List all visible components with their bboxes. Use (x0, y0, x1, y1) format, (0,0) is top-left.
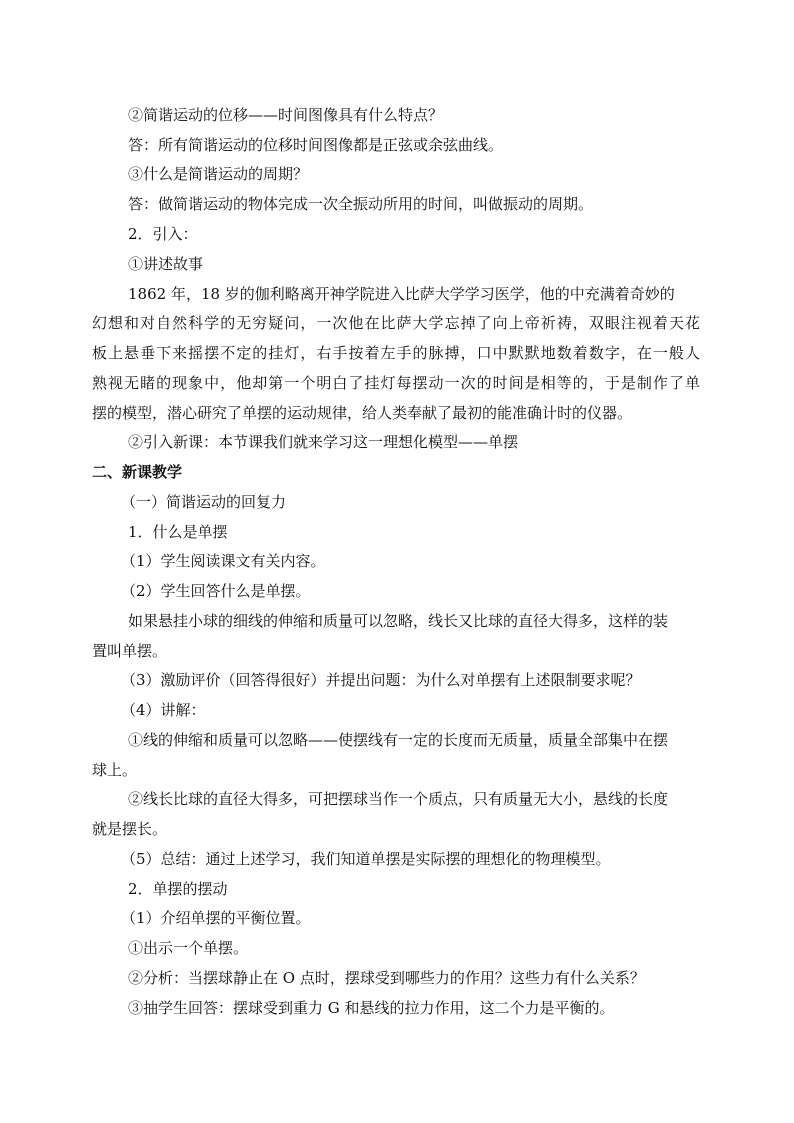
item-heading: 1．什么是单摆 (128, 523, 228, 541)
paragraph-line: ②线长比球的直径大得多，可把摆球当作一个质点，只有质量无大小，悬线的长度 (128, 790, 669, 808)
list-item: （1）介绍单摆的平衡位置。 (121, 909, 311, 927)
paragraph-line: 幻想和对自然科学的无穷疑问，一次他在比萨大学忘掉了向上帝祈祷，双眼注视着天花 (92, 314, 700, 332)
list-item: （3）激励评价（回答得很好）并提出问题：为什么对单摆有上述限制要求呢？ (121, 671, 641, 689)
paragraph-line: 摆的模型，潜心研究了单摆的运动规律，给人类奉献了最初的能准确计时的仪器。 (92, 404, 633, 422)
list-item: ①讲述故事 (128, 255, 204, 273)
answer-line: 答：所有简谐运动的位移时间图像都是正弦或余弦曲线。 (128, 136, 504, 154)
paragraph-line: 置叫单摆。 (92, 642, 168, 660)
list-item: ②引入新课：本节课我们就来学习这一理想化模型——单摆 (128, 433, 519, 451)
list-item: ②分析：当摆球静止在 O 点时，摆球受到哪些力的作用？这些力有什么关系？ (128, 969, 645, 987)
section-heading: 二、新课教学 (92, 463, 183, 481)
paragraph-line: 1862 年，18 岁的伽利略离开神学院进入比萨大学学习医学，他的中充满着奇妙的 (128, 285, 675, 303)
list-item: ③抽学生回答：摆球受到重力 G 和悬线的拉力作用，这二个力是平衡的。 (128, 999, 615, 1017)
list-item: （5）总结：通过上述学习，我们知道单摆是实际摆的理想化的物理模型。 (121, 850, 611, 868)
paragraph-line: 球上。 (92, 761, 138, 779)
item-heading: 2．单摆的摆动 (128, 880, 228, 898)
list-item: （2）学生回答什么是单摆。 (121, 582, 311, 600)
list-item: （1）学生阅读课文有关内容。 (121, 552, 326, 570)
question-line: ②简谐运动的位移——时间图像具有什么特点？ (128, 106, 444, 124)
list-item: （4）讲解： (121, 701, 206, 719)
question-line: ③什么是简谐运动的周期？ (128, 165, 309, 183)
paragraph-line: 板上悬垂下来摇摆不定的挂灯，右手按着左手的脉搏，口中默默地数着数字，在一般人 (92, 344, 700, 362)
subsection-heading: （一）简谐运动的回复力 (121, 493, 287, 511)
answer-line: 答：做简谐运动的物体完成一次全振动所用的时间，叫做振动的周期。 (128, 195, 594, 213)
paragraph-line: 熟视无睹的现象中，他却第一个明白了挂灯每摆动一次的时间是相等的，于是制作了单 (92, 374, 700, 392)
paragraph-line: 如果悬挂小球的细线的伸缩和质量可以忽略，线长又比球的直径大得多，这样的装 (128, 612, 669, 630)
paragraph-line: ①线的伸缩和质量可以忽略——使摆线有一定的长度而无质量，质量全部集中在摆 (128, 731, 669, 749)
section-item-heading: 2．引入： (128, 225, 198, 243)
list-item: ①出示一个单摆。 (128, 939, 249, 957)
paragraph-line: 就是摆长。 (92, 820, 168, 838)
